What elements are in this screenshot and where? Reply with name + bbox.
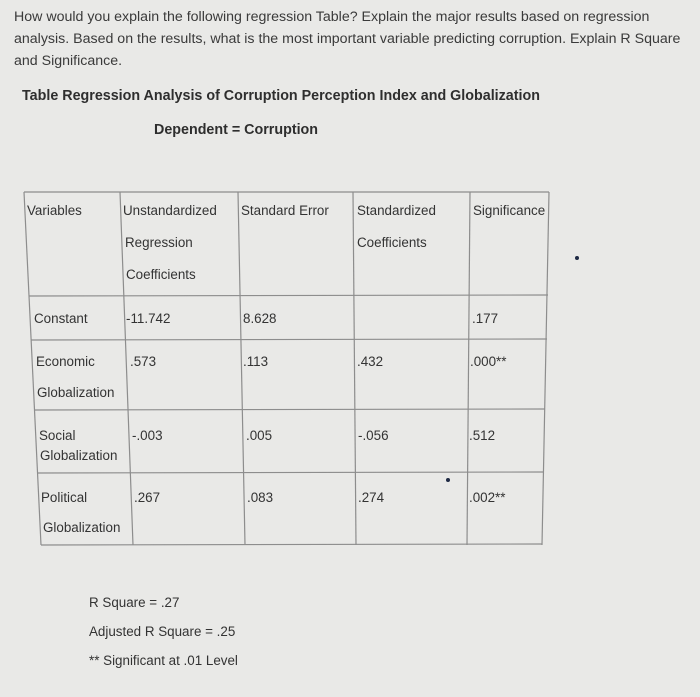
row-social-std: -.056 [358,428,389,443]
row-economic-variable: Economic [36,354,95,369]
grid-line [542,192,549,545]
row-social-variable-2: Globalization [40,448,118,463]
stray-dot [446,478,450,482]
row-political-variable: Political [41,490,88,505]
row-political-sig: .002** [469,490,506,505]
grid-line [31,339,547,340]
significance-note: ** Significant at .01 Level [89,653,238,668]
header-standardized: Standardized [357,203,436,218]
stray-dot [575,256,579,260]
row-political-coef: .267 [134,490,161,505]
grid-line [353,192,356,545]
header-coefficients: Coefficients [126,267,196,282]
regression-notes [89,588,238,675]
row-economic-se: .113 [243,354,269,369]
row-social-variable: Social [39,428,76,443]
row-economic-std: .432 [357,354,384,369]
r-square-note: R Square = .27 [89,595,180,610]
row-economic-variable-2: Globalization [37,385,115,400]
dependent-label: Dependent = Corruption [154,122,319,138]
row-political-variable-2: Globalization [43,520,121,535]
grid-line [29,295,548,296]
header-variables: Variables [27,203,82,218]
row-economic-coef: .573 [130,354,157,369]
row-constant-coef: -11.742 [126,311,171,326]
header-std-coefficients: Coefficients [357,235,427,250]
adjusted-r-square-note: Adjusted R Square = .25 [89,624,236,639]
header-regression: Regression [125,235,193,250]
row-constant-sig: .177 [472,311,499,326]
row-social-se: .005 [246,428,273,443]
row-social-sig: .512 [469,428,496,443]
row-constant-variable: Constant [34,311,88,326]
row-constant-se: 8.628 [243,311,277,326]
table-title: Table Regression Analysis of Corruption Perception Index and Globalization [22,88,540,104]
row-economic-sig: .000** [470,354,507,369]
row-political-std: .274 [358,490,385,505]
header-unstandardized: Unstandardized [123,203,217,218]
row-social-coef: -.003 [132,428,163,443]
header-standard-error: Standard Error [241,203,329,218]
question-text: How would you explain the following regression Table? Explain the major results based on regression analysis. Based on the results, what is the most important variable predicting corruption. Explain R Square and Significance. [14,9,681,69]
header-significance: Significance [473,203,546,218]
row-political-se: .083 [247,490,274,505]
